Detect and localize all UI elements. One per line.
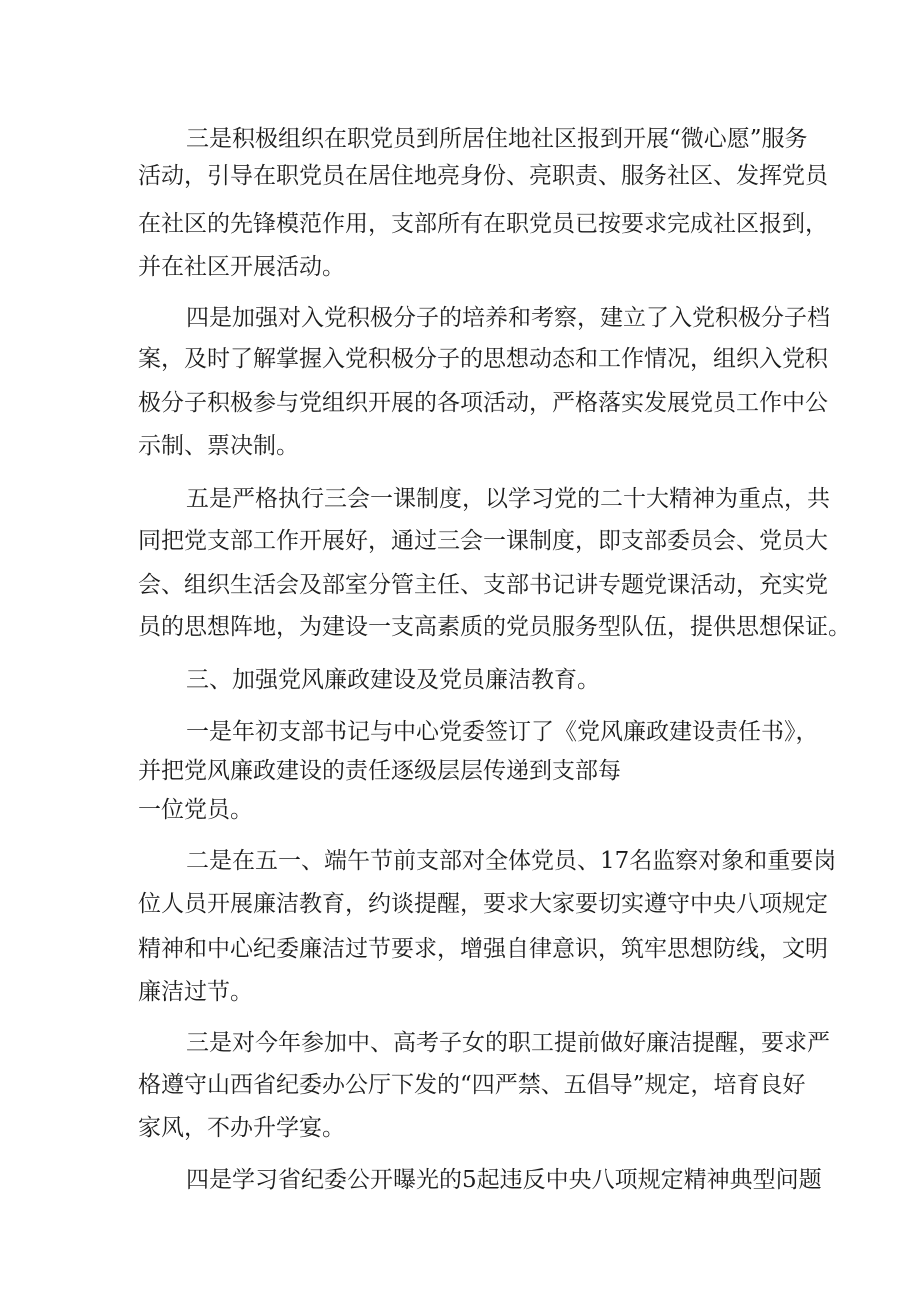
paragraph-line: 并在社区开展活动。 <box>138 254 345 280</box>
paragraph-line: 活动，引导在职党员在居住地亮身份、亮职责、服务社区、发挥党员 <box>138 163 828 189</box>
paragraph-line: 二是在五一、端午节前支部对全体党员、17名监察对象和重要岗 <box>186 848 837 874</box>
paragraph-line: 员的思想阵地，为建设一支高素质的党员服务型队伍，提供思想保证。 <box>138 614 851 640</box>
paragraph-line: 格遵守山西省纪委办公厅下发的“四严禁、五倡导”规定，培育良好 <box>138 1072 806 1098</box>
paragraph-line: 廉洁过节。 <box>138 979 253 1005</box>
paragraph-line: 一是年初支部书记与中心党委签订了《党风廉政建设责任书》， <box>186 719 819 745</box>
paragraph-line: 四是学习省纪委公开曝光的5起违反中央八项规定精神典型问题 <box>186 1167 822 1193</box>
paragraph-line: 在社区的先锋模范作用，支部所有在职党员已按要求完成社区报到， <box>138 211 828 237</box>
paragraph-line: 五是严格执行三会一课制度，以学习党的二十大精神为重点，共 <box>186 486 830 512</box>
paragraph-line: 会、组织生活会及部室分管主任、支部书记讲专题党课活动，充实党 <box>138 572 828 598</box>
paragraph-line: 四是加强对入党积极分子的培养和考察，建立了入党积极分子档 <box>186 305 830 331</box>
section-heading: 三、加强党风廉政建设及党员廉洁教育。 <box>186 667 600 693</box>
paragraph-line: 三是积极组织在职党员到所居住地社区报到开展“微心愿”服务 <box>186 126 808 152</box>
paragraph-line: 案，及时了解掌握入党积极分子的思想动态和工作情况，组织入党积 <box>138 346 828 372</box>
paragraph-line: 示制、票决制。 <box>138 433 299 459</box>
paragraph-line: 精神和中心纪委廉洁过节要求，增强自律意识，筑牢思想防线，文明 <box>138 936 828 962</box>
paragraph-line: 并把党风廉政建设的责任逐级层层传递到支部每 <box>138 758 621 784</box>
paragraph-line: 极分子积极参与党组织开展的各项活动，严格落实发展党员工作中公 <box>138 390 828 416</box>
paragraph-line: 同把党支部工作开展好，通过三会一课制度，即支部委员会、党员大 <box>138 528 828 554</box>
paragraph-line: 位人员开展廉洁教育，约谈提醒，要求大家要切实遵守中央八项规定 <box>138 891 828 917</box>
paragraph-line: 家风，不办升学宴。 <box>138 1115 345 1141</box>
paragraph-line: 三是对今年参加中、高考子女的职工提前做好廉洁提醒，要求严 <box>186 1030 830 1056</box>
paragraph-line: 一位党员。 <box>138 797 253 823</box>
